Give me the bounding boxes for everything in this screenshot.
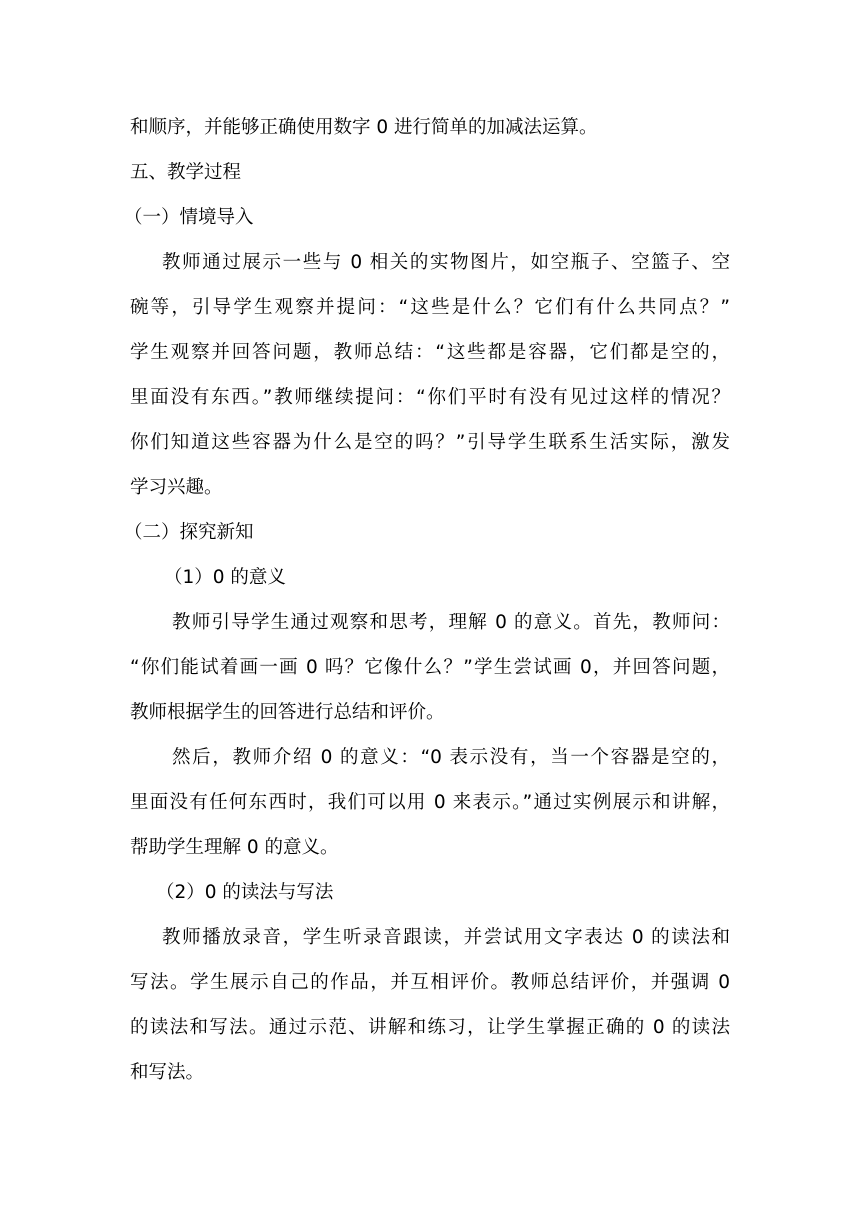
paragraph-line: 学生观察并回答问题，教师总结：“这些都是容器，它们都是空的， (130, 342, 730, 363)
paragraph-line: 帮助学生理解 0 的意义。 (130, 837, 339, 858)
paragraph-line: 的读法和写法。通过示范、讲解和练习，让学生掌握正确的 0 的读法 (130, 1017, 730, 1038)
paragraph-line: 然后，教师介绍 0 的意义：“0 表示没有，当一个容器是空的， (172, 747, 730, 768)
paragraph-line: 教师根据学生的回答进行总结和评价。 (130, 702, 445, 723)
paragraph-line: 教师播放录音，学生听录音跟读，并尝试用文字表达 0 的读法和 (162, 927, 730, 948)
paragraph-line: 和写法。 (130, 1062, 205, 1083)
sub-item-heading: （2）0 的读法与写法 (156, 882, 334, 903)
subsection-heading: （一）情境导入 (124, 207, 254, 228)
paragraph-line: 写法。学生展示自己的作品，并互相评价。教师总结评价，并强调 0 (130, 972, 730, 993)
paragraph-line: 里面没有东西。”教师继续提问：“你们平时有没有见过这样的情况？ (130, 387, 730, 408)
text-line: 和顺序，并能够正确使用数字 0 进行简单的加减法运算。 (130, 117, 598, 138)
subsection-heading: （二）探究新知 (124, 522, 254, 543)
paragraph-line: “你们能试着画一画 0 吗？它像什么？”学生尝试画 0，并回答问题， (130, 657, 730, 678)
paragraph-line: 碗等，引导学生观察并提问：“这些是什么？它们有什么共同点？” (130, 297, 730, 318)
paragraph-line: 学习兴趣。 (130, 477, 223, 498)
paragraph-line: 里面没有任何东西时，我们可以用 0 来表示。”通过实例展示和讲解， (130, 792, 730, 813)
section-heading: 五、教学过程 (130, 162, 242, 183)
sub-item-heading: （1）0 的意义 (164, 567, 286, 588)
paragraph-line: 教师引导学生通过观察和思考，理解 0 的意义。首先，教师问： (172, 612, 730, 633)
paragraph-line: 教师通过展示一些与 0 相关的实物图片，如空瓶子、空篮子、空 (162, 252, 730, 273)
paragraph-line: 你们知道这些容器为什么是空的吗？”引导学生联系生活实际，激发 (130, 432, 730, 453)
